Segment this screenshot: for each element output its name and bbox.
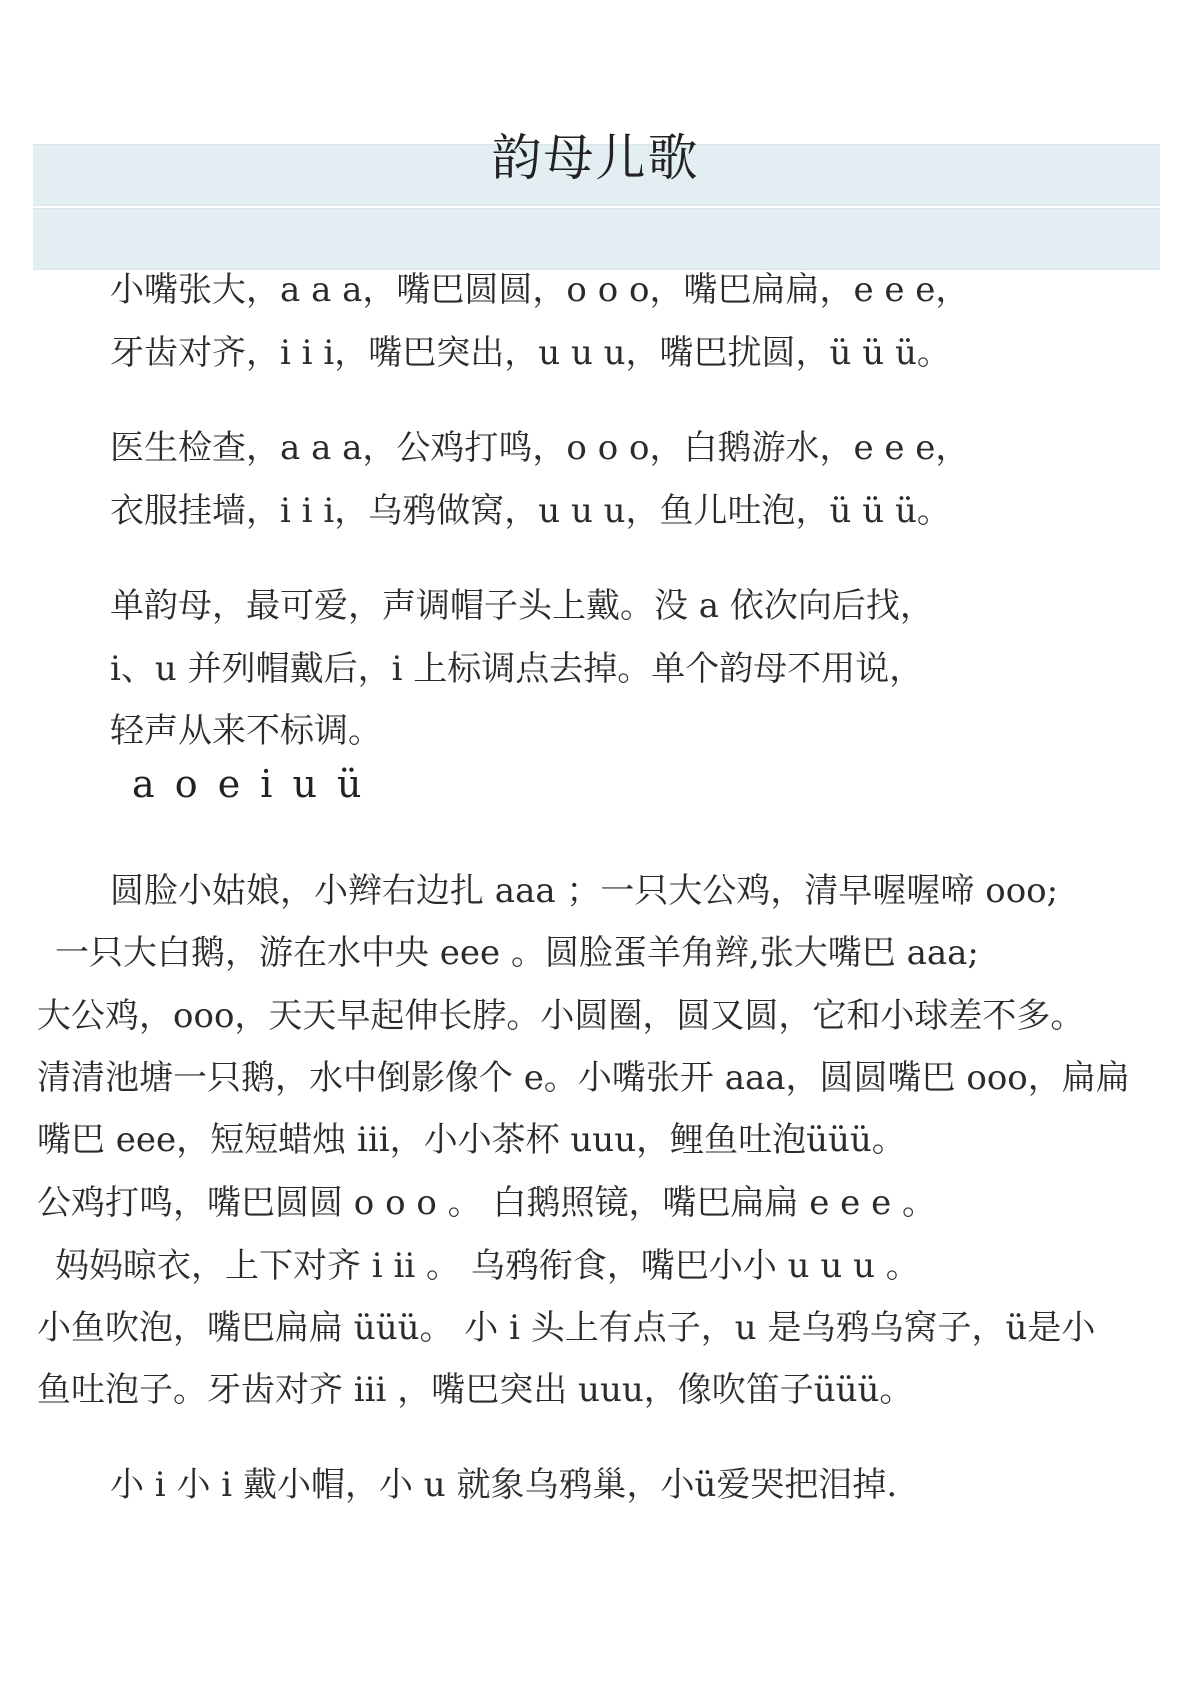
- stanza3-line-2: i、u 并列帽戴后，i 上标调点去掉。单个韵母不用说，: [110, 649, 924, 689]
- title-band-bottom: [33, 208, 1160, 270]
- stanza4-line-3: 大公鸡，ooo，天天早起伸长脖。小圆圈，圆又圆，它和小球差不多。: [37, 996, 1085, 1036]
- stanza2-line-1: 医生检查，a a a，公鸡打鸣，o o o，白鹅游水，e e e，: [110, 428, 970, 468]
- stanza3-line-3: 轻声从来不标调。: [110, 711, 382, 751]
- stanza4-line-1: 圆脸小姑娘，小辫右边扎 aaa ；一只大公鸡，清早喔喔啼 ooo;: [110, 871, 1059, 911]
- stanza4-line-9: 鱼吐泡子。牙齿对齐 iii ，嘴巴突出 uuu，像吹笛子üüü。: [37, 1370, 914, 1410]
- stanza1-line-2: 牙齿对齐，i i i，嘴巴突出，u u u，嘴巴扰圆，ü ü ü。: [110, 333, 951, 373]
- stanza5-line-1: 小 i 小 i 戴小帽，小 u 就象乌鸦巢，小ü爱哭把泪掉.: [110, 1465, 898, 1505]
- vowel-list: a o e i u ü: [132, 762, 366, 806]
- stanza1-line-1: 小嘴张大，a a a，嘴巴圆圆，o o o，嘴巴扁扁，e e e，: [110, 270, 970, 310]
- stanza4-line-4: 清清池塘一只鹅，水中倒影像个 e。小嘴张开 aaa，圆圆嘴巴 ooo，扁扁: [37, 1058, 1130, 1098]
- stanza4-line-8: 小鱼吹泡，嘴巴扁扁 üüü。 小 i 头上有点子，u 是乌鸦乌窝子，ü是小: [37, 1308, 1096, 1348]
- stanza2-line-2: 衣服挂墙，i i i，乌鸦做窝，u u u，鱼儿吐泡，ü ü ü。: [110, 491, 951, 531]
- stanza4-line-5: 嘴巴 eee，短短蜡烛 iii，小小茶杯 uuu，鲤鱼吐泡üüü。: [37, 1120, 906, 1160]
- stanza3-line-1: 单韵母，最可爱，声调帽子头上戴。没 a 依次向后找，: [110, 586, 934, 626]
- stanza4-line-2: 一只大白鹅，游在水中央 eee 。圆脸蛋羊角辫,张大嘴巴 aaa;: [55, 933, 979, 973]
- stanza4-line-7: 妈妈晾衣，上下对齐 i ii 。 乌鸦衔食，嘴巴小小 u u u 。: [55, 1246, 920, 1286]
- page-title: 韵母儿歌: [491, 129, 700, 187]
- stanza4-line-6: 公鸡打鸣，嘴巴圆圆 o o o 。 白鹅照镜，嘴巴扁扁 e e e 。: [37, 1183, 937, 1223]
